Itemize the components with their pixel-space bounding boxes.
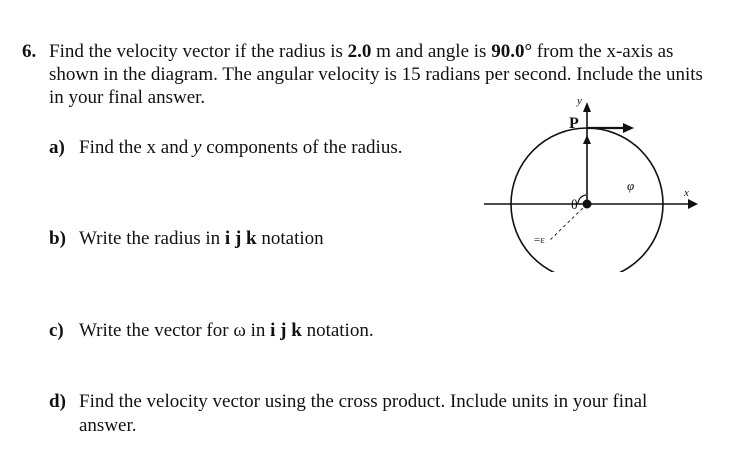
x-axis-label: x [684,187,689,199]
part-d-line-1: Find the velocity vector using the cross product. Include units in your final [79,391,648,412]
dashed-line [550,204,587,240]
origin-dot [583,200,592,209]
part-d [49,390,647,413]
problem-number: 6. [22,41,37,62]
velocity-arrowhead [623,123,634,133]
part-c-text-2: notation. [301,320,374,341]
part-a-letter: a) [49,137,65,158]
angle-theta-label: θ [571,198,578,213]
part-a-text-2: components of the radius. [201,137,403,158]
bottom-mark: =ɛ [534,234,545,246]
problem-radius-value: 2.0 [347,41,372,62]
part-a-text-1: Find the x and [79,137,193,158]
part-b-letter: b) [49,228,66,249]
problem-text-2: m and angle is [371,41,492,62]
part-c-ijk: i j k [270,320,302,341]
y-axis-label: y [577,95,582,107]
part-a [49,136,402,159]
phi-label: φ [627,178,635,193]
problem-text-3: from the x-axis as shown in the diagram. The angular velocity is 15 radians per second. Include the units in your final answer. [49,41,703,108]
part-b-text-1: Write the radius in [79,228,225,249]
x-axis-arrow [688,199,698,209]
part-d-line-2: answer. [79,415,137,436]
part-b-ijk: i j k [224,228,257,249]
part-c-text-1: Write the vector for ω in [79,320,271,341]
radius-arrowhead [583,135,591,144]
part-c [49,319,374,342]
part-c-letter: c) [49,320,64,341]
problem-angle-value: 90.0° [491,41,533,62]
y-axis-arrow [583,102,591,112]
problem-text-1: Find the velocity vector if the radius is [49,41,348,62]
part-b [49,227,324,250]
part-d-letter: d) [49,391,66,412]
rotation-diagram [470,92,720,272]
point-p-label: P [569,115,579,132]
part-a-y: y [193,137,202,158]
part-b-text-2: notation [256,228,324,249]
